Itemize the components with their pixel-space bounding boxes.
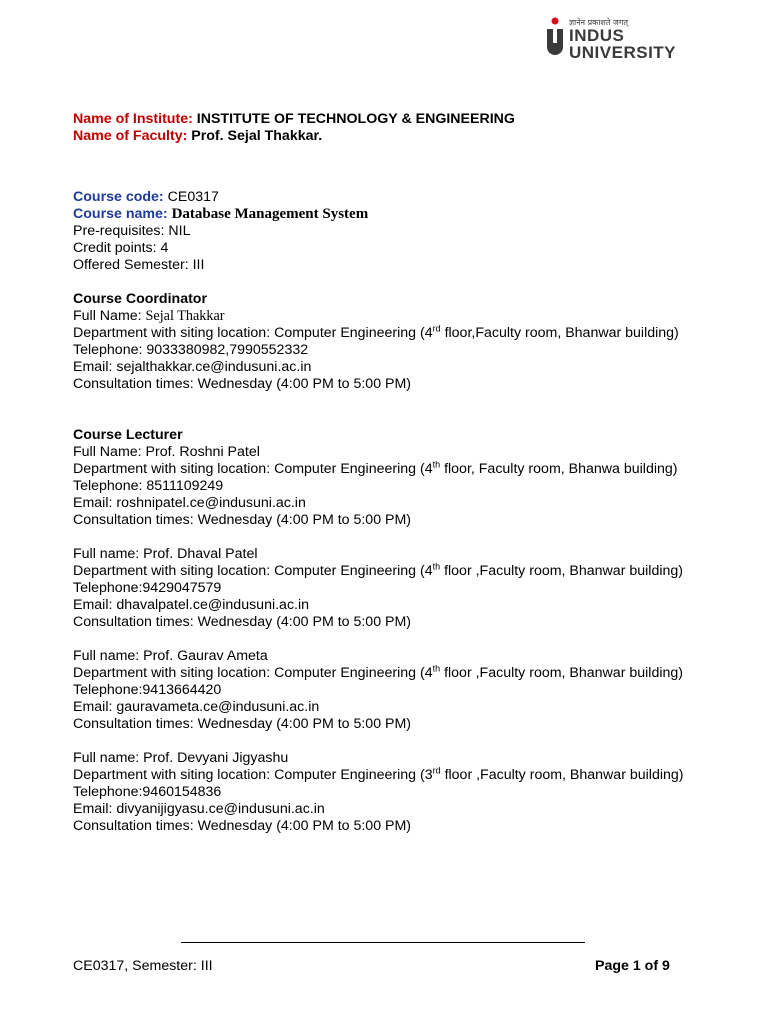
lecturer-name: Full name: Prof. Dhaval Patel bbox=[73, 546, 258, 562]
credit-points: Credit points: 4 bbox=[73, 240, 169, 256]
logo-text-university: UNIVERSITY bbox=[569, 43, 677, 62]
coordinator-telephone: Telephone: 9033380982,7990552332 bbox=[73, 342, 309, 358]
lecturer-department: Department with siting location: Computer Engineering (4th floor, Faculty room, Bhanwa building) bbox=[73, 459, 678, 477]
lecturer-entry bbox=[73, 648, 713, 733]
footer-page-number: Page 1 of 9 bbox=[595, 958, 670, 974]
indus-university-logo bbox=[545, 17, 705, 63]
coordinator-department: Department with siting location: Computer Engineering (4rd floor,Faculty room, Bhanwar building) bbox=[73, 323, 679, 341]
course-name-line bbox=[73, 206, 713, 223]
lecturer-name: Full Name: Prof. Roshni Patel bbox=[73, 444, 260, 460]
prerequisites: Pre-requisites: NIL bbox=[73, 223, 191, 239]
faculty-line bbox=[73, 128, 713, 145]
coordinator-name-value: Sejal Thakkar bbox=[145, 308, 225, 324]
lecturer-email: Email: divyanijigyasu.ce@indusuni.ac.in bbox=[73, 801, 325, 817]
lecturer-telephone: Telephone: 8511109249 bbox=[73, 478, 224, 494]
offered-semester: Offered Semester: III bbox=[73, 257, 205, 273]
institute-label: Name of Institute: bbox=[73, 111, 193, 127]
logo-emblem-icon bbox=[545, 17, 565, 57]
lecturer-name: Full name: Prof. Devyani Jigyashu bbox=[73, 750, 289, 766]
lecturer-entry bbox=[73, 546, 713, 631]
course-name-label: Course name: bbox=[73, 206, 168, 222]
lecturer-telephone: Telephone:9429047579 bbox=[73, 580, 222, 596]
lecturer-entry bbox=[73, 750, 713, 835]
logo-text-indus: INDUS bbox=[569, 26, 625, 45]
lecturer-consultation: Consultation times: Wednesday (4:00 PM to 5:00 PM) bbox=[73, 512, 412, 528]
coordinator-consultation: Consultation times: Wednesday (4:00 PM to 5:00 PM) bbox=[73, 376, 412, 392]
course-name-value: Database Management System bbox=[171, 206, 369, 222]
coordinator-heading: Course Coordinator bbox=[73, 291, 207, 307]
faculty-label: Name of Faculty: bbox=[73, 128, 188, 144]
lecturer-department: Department with siting location: Computer Engineering (4th floor ,Faculty room, Bhanwar building) bbox=[73, 561, 683, 579]
lecturer-telephone: Telephone:9460154836 bbox=[73, 784, 222, 800]
document-body bbox=[73, 111, 713, 835]
institute-value: INSTITUTE OF TECHNOLOGY & ENGINEERING bbox=[196, 111, 515, 127]
lecturer-department: Department with siting location: Computer Engineering (3rd floor ,Faculty room, Bhanwar building) bbox=[73, 765, 684, 783]
coordinator-email: Email: sejalthakkar.ce@indusuni.ac.in bbox=[73, 359, 312, 375]
lecturer-email: Email: dhavalpatel.ce@indusuni.ac.in bbox=[73, 597, 310, 613]
lecturer-entry bbox=[73, 444, 713, 529]
lecturer-consultation: Consultation times: Wednesday (4:00 PM to 5:00 PM) bbox=[73, 614, 412, 630]
lecturer-telephone: Telephone:9413664420 bbox=[73, 682, 222, 698]
lecturer-name: Full name: Prof. Gaurav Ameta bbox=[73, 648, 268, 664]
faculty-value: Prof. Sejal Thakkar. bbox=[191, 128, 323, 144]
coordinator-name-line bbox=[73, 308, 713, 325]
lecturer-heading: Course Lecturer bbox=[73, 427, 183, 443]
course-code-label: Course code: bbox=[73, 189, 164, 205]
lecturer-consultation: Consultation times: Wednesday (4:00 PM to 5:00 PM) bbox=[73, 818, 412, 834]
lecturer-email: Email: gauravameta.ce@indusuni.ac.in bbox=[73, 699, 320, 715]
institute-line bbox=[73, 111, 713, 128]
coordinator-name-label: Full Name: bbox=[73, 308, 142, 324]
footer-divider bbox=[181, 942, 585, 943]
course-code-line bbox=[73, 189, 713, 206]
logo-tagline: ज्ञानेन प्रकाशते जगत् bbox=[569, 18, 628, 27]
footer-course-semester: CE0317, Semester: III bbox=[73, 958, 213, 974]
lecturer-consultation: Consultation times: Wednesday (4:00 PM to 5:00 PM) bbox=[73, 716, 412, 732]
lecturer-department: Department with siting location: Computer Engineering (4th floor ,Faculty room, Bhanwar building) bbox=[73, 663, 683, 681]
course-code-value: CE0317 bbox=[167, 189, 219, 205]
lecturer-email: Email: roshnipatel.ce@indusuni.ac.in bbox=[73, 495, 306, 511]
